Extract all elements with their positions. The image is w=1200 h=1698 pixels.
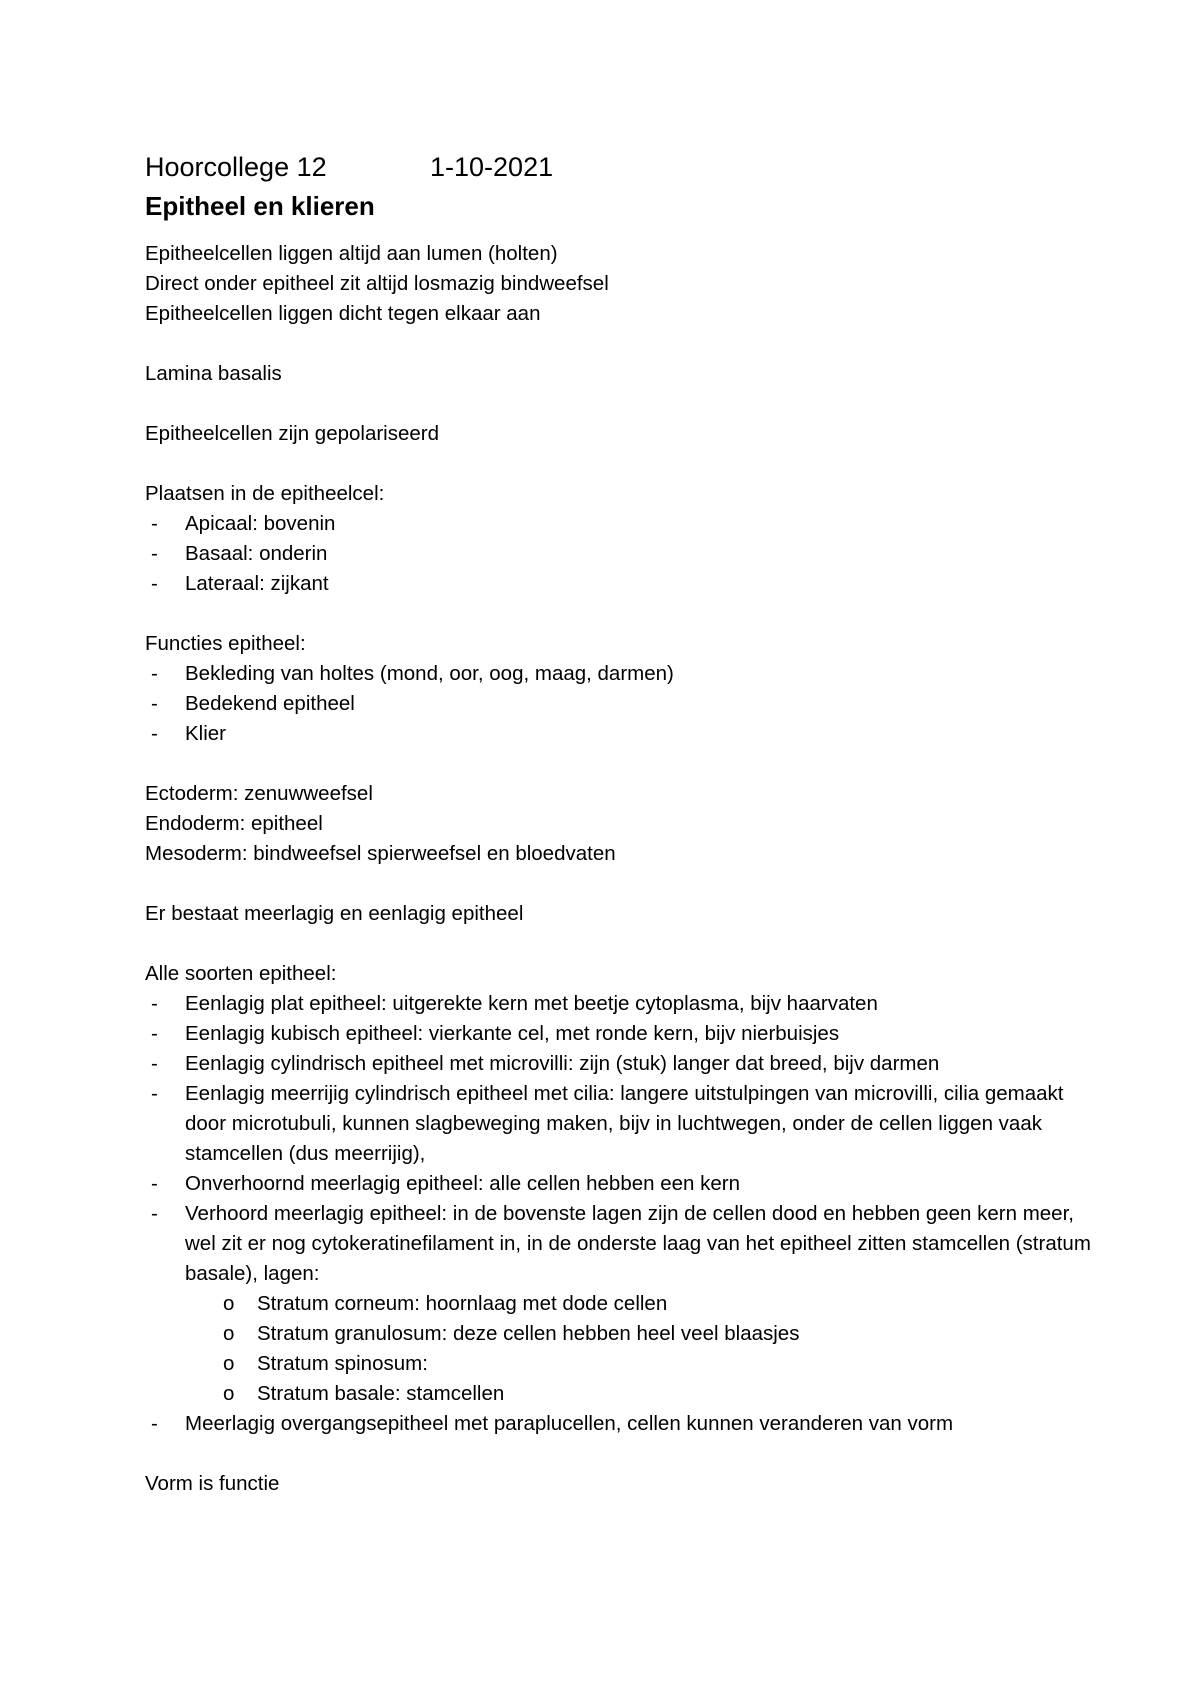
list-item: - Apicaal: bovenin — [145, 509, 1105, 539]
dash-bullet: - — [151, 512, 158, 535]
dash-bullet: - — [151, 1202, 158, 1225]
list-item: - Bekleding van holtes (mond, oor, oog, maag, darmen) — [145, 659, 1105, 689]
list-item: - Eenlagig plat epitheel: uitgerekte kern met beetje cytoplasma, bijv haarvaten — [145, 989, 1105, 1019]
dash-bullet: - — [151, 1022, 158, 1045]
lecture-name: Hoorcollege 12 — [145, 152, 327, 182]
list-item: - Basaal: onderin — [145, 539, 1105, 569]
list-item: - Lateraal: zijkant — [145, 569, 1105, 599]
sub-list-item: o Stratum spinosum: — [145, 1349, 1105, 1379]
sub-list-item: o Stratum basale: stamcellen — [145, 1379, 1105, 1409]
layering-line: Er bestaat meerlagig en eenlagig epitheel — [145, 902, 524, 925]
sub-list-item: o Stratum corneum: hoornlaag met dode cellen — [145, 1289, 1105, 1319]
germ-layer-line: Endoderm: epitheel — [145, 812, 323, 835]
conclusion-line: Vorm is functie — [145, 1472, 280, 1495]
dash-bullet: - — [151, 1172, 158, 1195]
circle-bullet: o — [223, 1322, 235, 1345]
dash-bullet: - — [151, 692, 158, 715]
lecture-header — [145, 150, 1105, 184]
polarized-line: Epitheelcellen zijn gepolariseerd — [145, 422, 440, 445]
places-heading: Plaatsen in de epitheelcel: — [145, 482, 385, 505]
lecture-date: 1-10-2021 — [430, 152, 554, 182]
list-item: - Meerlagig overgangsepitheel met paraplucellen, cellen kunnen veranderen van vorm — [145, 1409, 1105, 1439]
list-item: - Verhoord meerlagig epitheel: in de bovenste lagen zijn de cellen dood en hebben geen kern meer, wel zit er nog cytokeratinefilament in, in de onderste laag van het epitheel zitten stamcellen (stratum basale), lagen: — [145, 1199, 1105, 1289]
functions-heading: Functies epitheel: — [145, 632, 306, 655]
dash-bullet: - — [151, 572, 158, 595]
list-item: - Eenlagig cylindrisch epitheel met microvilli: zijn (stuk) langer dat breed, bijv darmen — [145, 1049, 1105, 1079]
dash-bullet: - — [151, 722, 158, 745]
page-title: Epitheel en klieren — [145, 191, 375, 221]
document-page — [145, 150, 1105, 1499]
circle-bullet: o — [223, 1382, 235, 1405]
list-item: - Klier — [145, 719, 1105, 749]
dash-bullet: - — [151, 1412, 158, 1435]
dash-bullet: - — [151, 992, 158, 1015]
lamina-line: Lamina basalis — [145, 362, 282, 385]
types-heading: Alle soorten epitheel: — [145, 962, 337, 985]
sub-list-item: o Stratum granulosum: deze cellen hebben heel veel blaasjes — [145, 1319, 1105, 1349]
dash-bullet: - — [151, 1052, 158, 1075]
dash-bullet: - — [151, 1082, 158, 1105]
germ-layer-line: Ectoderm: zenuwweefsel — [145, 782, 373, 805]
intro-line: Direct onder epitheel zit altijd losmazig bindweefsel — [145, 272, 609, 295]
germ-layer-line: Mesoderm: bindweefsel spierweefsel en bloedvaten — [145, 842, 616, 865]
dash-bullet: - — [151, 542, 158, 565]
dash-bullet: - — [151, 662, 158, 685]
circle-bullet: o — [223, 1292, 235, 1315]
circle-bullet: o — [223, 1352, 235, 1375]
list-item: - Eenlagig meerrijig cylindrisch epitheel met cilia: langere uitstulpingen van microvilli, cilia gemaakt door microtubuli, kunnen slagbeweging maken, bijv in luchtwegen, onder de cellen liggen vaak stamcellen (dus meerrijig), — [145, 1079, 1105, 1169]
intro-line: Epitheelcellen liggen altijd aan lumen (holten) — [145, 242, 558, 265]
list-item: - Onverhoornd meerlagig epitheel: alle cellen hebben een kern — [145, 1169, 1105, 1199]
list-item: - Eenlagig kubisch epitheel: vierkante cel, met ronde kern, bijv nierbuisjes — [145, 1019, 1105, 1049]
list-item: - Bedekend epitheel — [145, 689, 1105, 719]
intro-line: Epitheelcellen liggen dicht tegen elkaar aan — [145, 302, 541, 325]
